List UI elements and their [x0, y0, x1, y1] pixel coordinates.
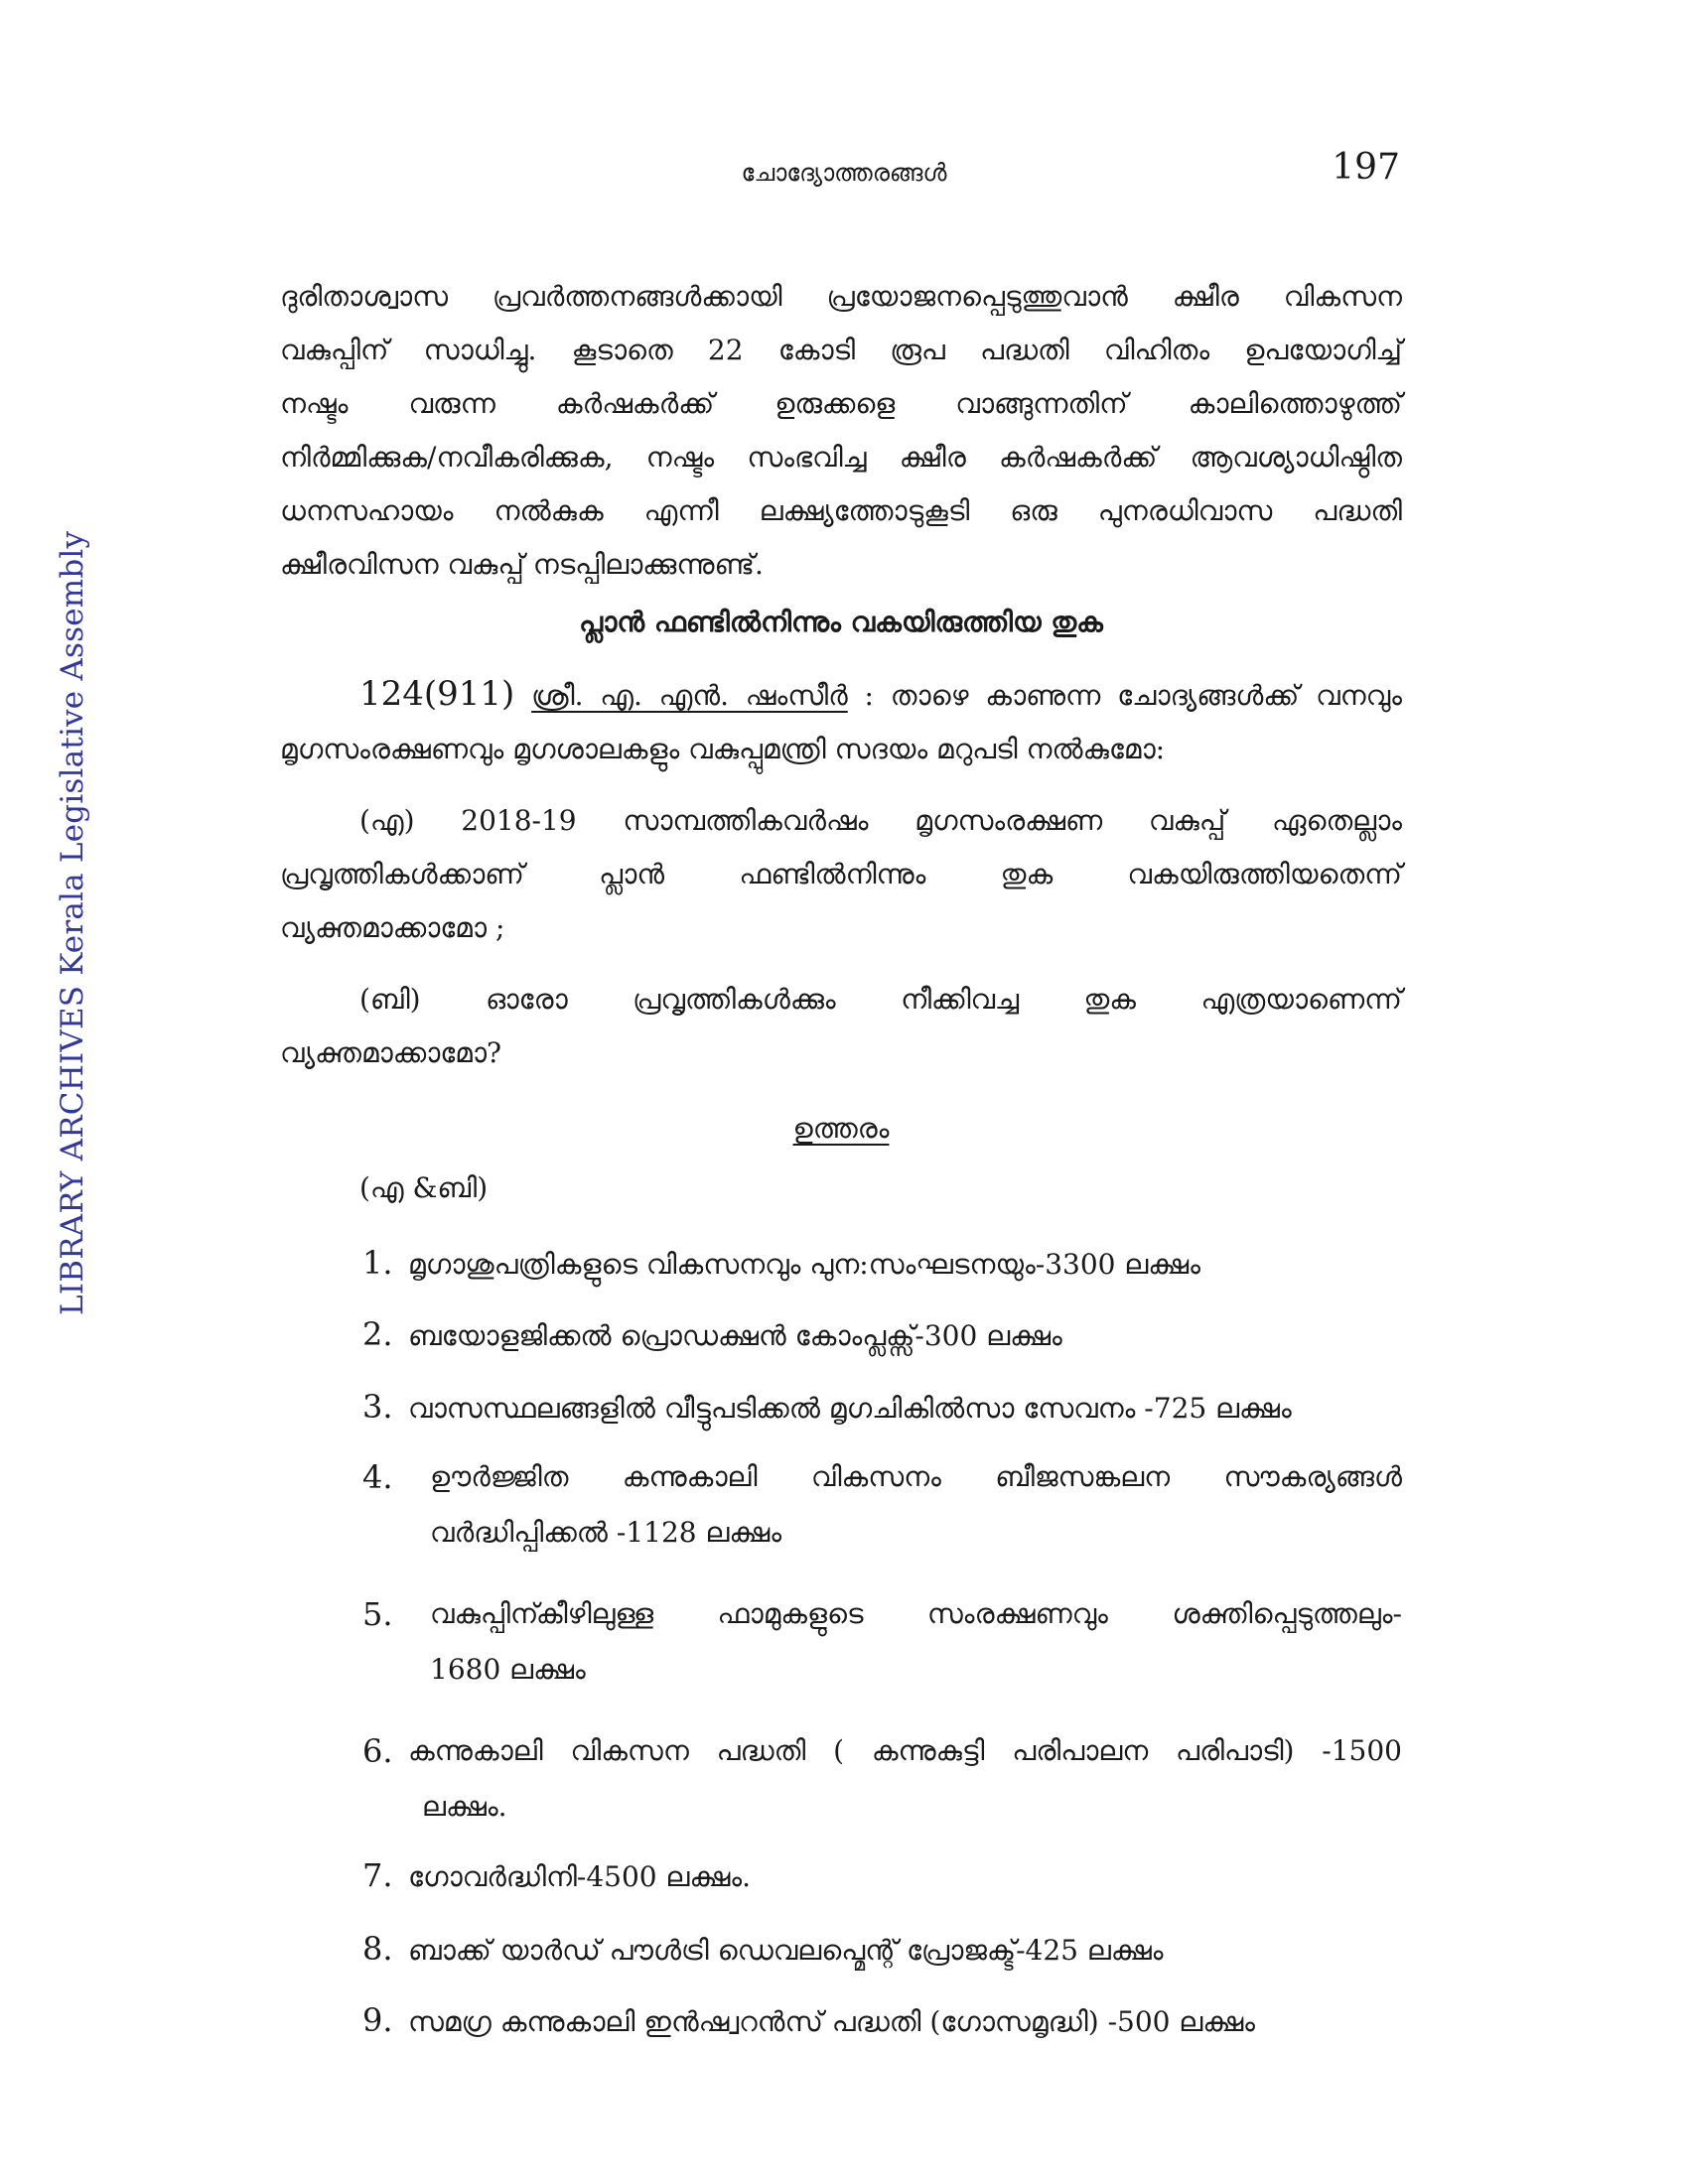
- question-number: 124(911): [359, 674, 515, 714]
- answer-label: (എ &ബി): [359, 1171, 489, 1204]
- part-line: വ്യക്തമാക്കാമോ ;: [280, 911, 505, 944]
- list-item: [362, 1244, 1402, 1282]
- list-item: [362, 2001, 1402, 2039]
- list-item: [362, 1449, 1402, 1561]
- question-part-a: [280, 794, 1402, 955]
- list-item: [362, 1723, 1402, 1835]
- part-line: പ്രവൃത്തികൾക്കാണ് പ്ലാൻ ഫണ്ടിൽനിന്നും തുക വകയിരുത്തിയതെന്ന്: [280, 858, 1402, 890]
- item-number: 6.: [362, 1732, 393, 1770]
- paragraph-line: ക്ഷീരവിസന വകുപ്പ് നടപ്പിലാക്കുന്നുണ്ട്.: [280, 548, 764, 581]
- item-text: ഊർജ്ജിത കന്നുകാലി വികസനം ബീജസങ്കലന സൗകര്യങ്ങൾ: [430, 1460, 1402, 1493]
- item-text-continued: വർദ്ധിപ്പിക്കൽ -1128 ലക്ഷം: [430, 1516, 782, 1549]
- paragraph-line: നിർമ്മിക്കുക/നവീകരിക്കുക, നഷ്ടം സംഭവിച്ച ക്ഷീര കർഷകർക്ക് ആവശ്യാധിഷ്ഠിത: [280, 441, 1402, 474]
- item-text: കന്നുകാലി വികസന പദ്ധതി ( കന്നുകുട്ടി പരിപാലന പരിപാടി) -1500: [408, 1734, 1402, 1767]
- paragraph-line: വകുപ്പിന് സാധിച്ചു. കൂടാതെ 22 കോടി രൂപ പദ്ധതി വിഹിതം ഉപയോഗിച്ച്: [280, 334, 1402, 366]
- item-text-continued: 1680 ലക്ഷം: [430, 1653, 586, 1686]
- intro-paragraph: [280, 270, 1402, 592]
- member-name: ശ്രീ. എ. എൻ. ഷംസീർ: [531, 679, 848, 712]
- item-number: 4.: [362, 1458, 393, 1496]
- list-item: [362, 1586, 1402, 1698]
- paragraph-line: ധനസഹായം നൽകുക എന്നീ ലക്ഷ്യത്തോടുകൂടി ഒരു പുനരധിവാസ പദ്ധതി: [280, 494, 1402, 527]
- item-text-continued: ലക്ഷം.: [422, 1790, 507, 1823]
- answer-heading: [280, 1112, 1402, 1146]
- list-item: [362, 1856, 1402, 1894]
- item-number: 3.: [362, 1388, 393, 1426]
- question-text: : താഴെ കാണുന്ന ചോദ്യങ്ങൾക്ക് വനവും: [864, 679, 1402, 712]
- item-text: സമഗ്ര കന്നുകാലി ഇൻഷ്വറൻസ് പദ്ധതി (ഗോസമൃദ്ധി) -500 ലക്ഷം: [408, 2005, 1255, 2038]
- question-line: [280, 667, 1402, 723]
- list-item: [362, 1930, 1402, 1968]
- question-block: [280, 667, 1402, 776]
- item-number: 7.: [362, 1856, 393, 1894]
- answer-heading-text: ഉത്തരം: [792, 1112, 890, 1145]
- list-item: [362, 1315, 1402, 1353]
- paragraph-line: നഷ്ടം വരുന്ന കർഷകർക്ക് ഉരുക്കളെ വാങ്ങുന്നതിന് കാലിത്തൊഴുത്ത്: [280, 387, 1402, 420]
- item-text: വകുപ്പിന്കീഴിലുള്ള ഫാമുകളുടെ സംരക്ഷണവും ശക്തിപ്പെടുത്തലും-: [430, 1597, 1402, 1630]
- paragraph-line: ദുരിതാശ്വാസ പ്രവർത്തനങ്ങൾക്കായി പ്രയോജനപ്പെടുത്തുവാൻ ക്ഷീര വികസന: [280, 280, 1402, 313]
- item-number: 2.: [362, 1315, 393, 1353]
- item-text: ഗോവർദ്ധിനി-4500 ലക്ഷം.: [408, 1860, 752, 1893]
- archive-watermark: LIBRARY ARCHIVES Kerala Legislative Assembly: [55, 530, 90, 1315]
- item-text: വാസസ്ഥലങ്ങളിൽ വീട്ടുപടിക്കൽ മൃഗചികിൽസാ സേവനം -725 ലക്ഷം: [408, 1392, 1292, 1425]
- item-number: 5.: [362, 1595, 393, 1633]
- item-number: 8.: [362, 1930, 393, 1968]
- question-part-b: [280, 973, 1402, 1080]
- running-header: ചോദ്യോത്തരങ്ങൾ: [741, 159, 947, 187]
- item-number: 9.: [362, 2001, 393, 2039]
- item-text: ബാക്ക് യാർഡ് പൗൾട്രി ഡെവലപ്മെന്റ് പ്രോജക്ട്-425 ലക്ഷം: [408, 1934, 1164, 1967]
- section-heading: പ്ലാൻ ഫണ്ടിൽനിന്നും വകയിരുത്തിയ തുക: [579, 606, 1103, 638]
- item-text: മൃഗാശുപത്രികളുടെ വികസനവും പുന:സംഘടനയും-3300 ലക്ഷം: [408, 1248, 1200, 1281]
- page-number: 197: [1332, 147, 1400, 188]
- item-text: ബയോളജിക്കൽ പ്രൊഡക്ഷൻ കോംപ്ലക്സ്-300 ലക്ഷം: [408, 1319, 1062, 1352]
- part-line: വ്യക്തമാക്കാമോ?: [280, 1036, 502, 1069]
- list-item: [362, 1388, 1402, 1426]
- part-line: (എ) 2018-19 സാമ്പത്തികവർഷം മൃഗസംരക്ഷണ വകുപ്പ് ഏതെല്ലാം: [359, 804, 1402, 837]
- question-line: മൃഗസംരക്ഷണവും മൃഗശാലകളും വകുപ്പുമന്ത്രി സദയം മറുപടി നൽകുമോ:: [280, 733, 1166, 765]
- item-number: 1.: [362, 1244, 393, 1282]
- part-line: (ബി) ഓരോ പ്രവൃത്തികൾക്കും നീക്കിവച്ച തുക എത്രയാണെന്ന്: [359, 983, 1402, 1016]
